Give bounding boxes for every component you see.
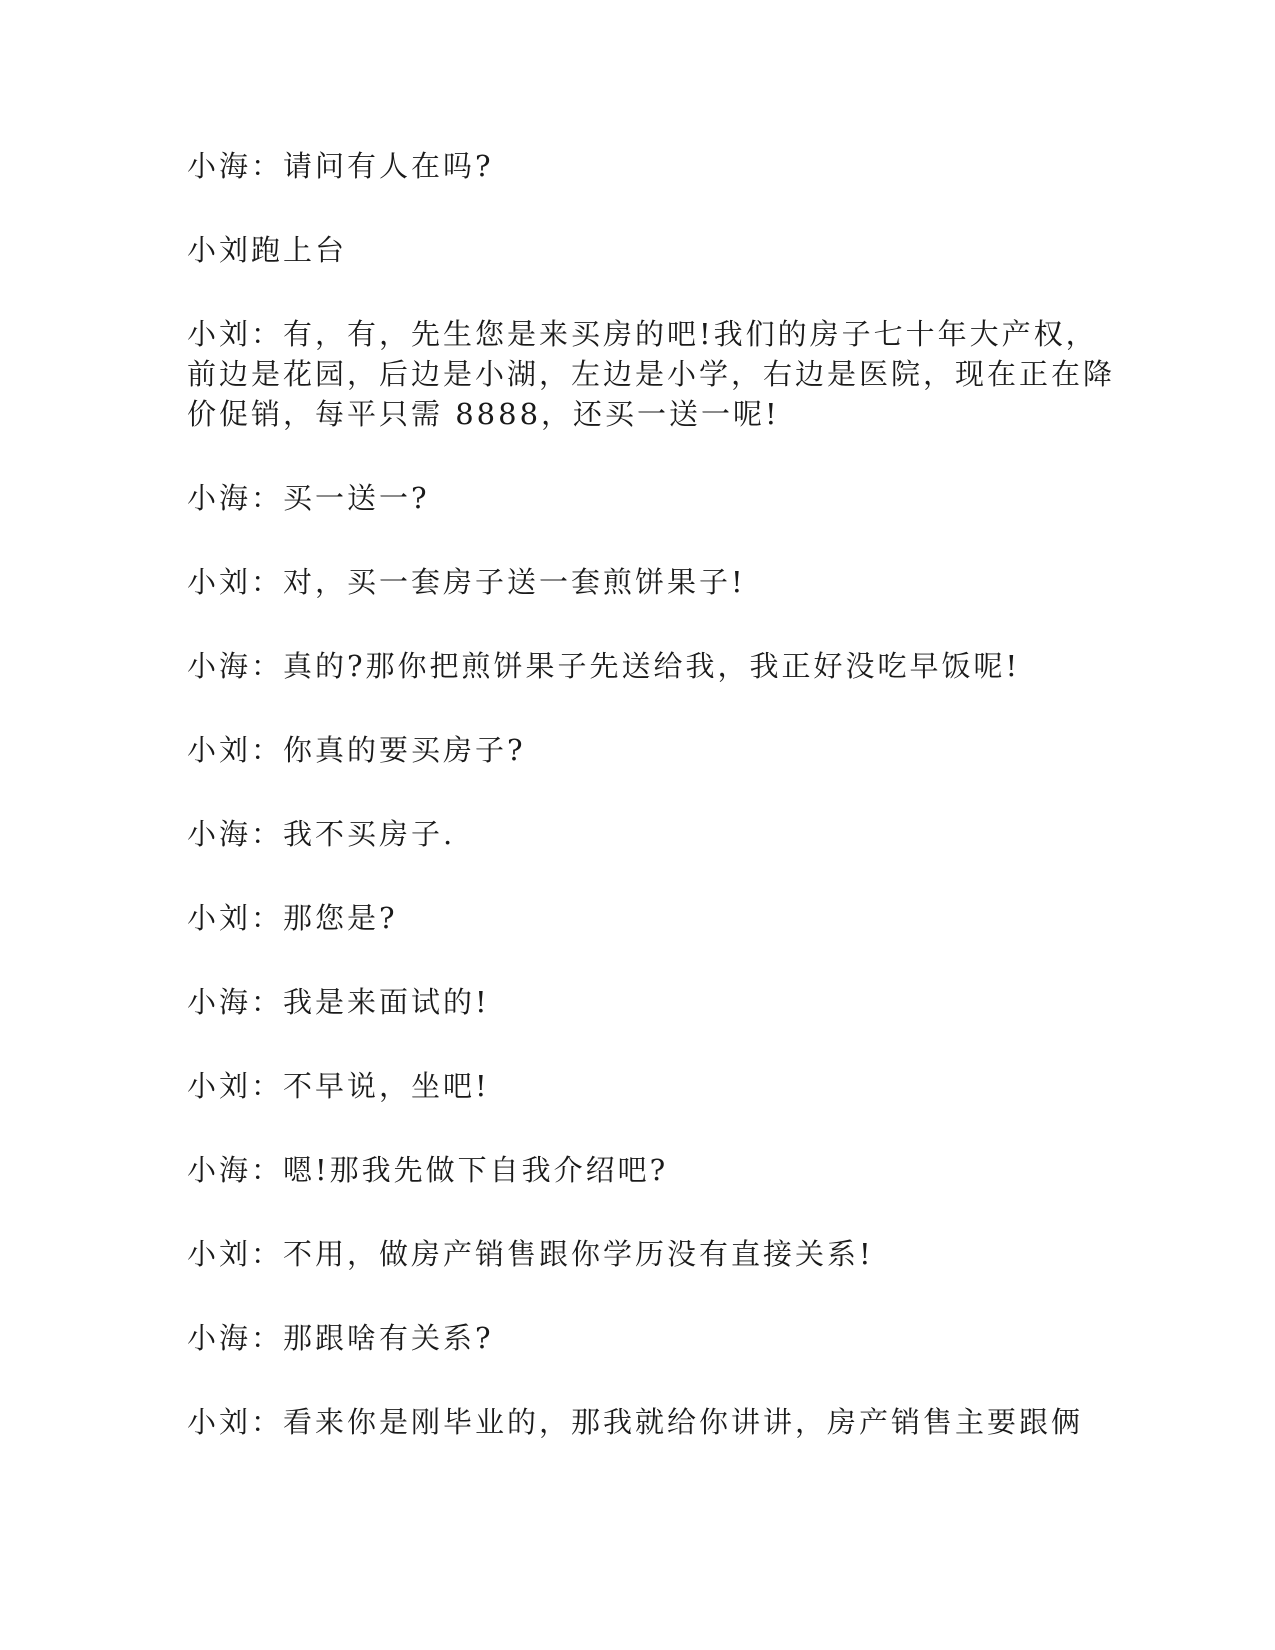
dialogue-line: 小刘：不早说，坐吧!	[187, 1069, 490, 1103]
dialogue-line: 小海：真的?那你把煎饼果子先送给我，我正好没吃早饭呢!	[187, 649, 1021, 683]
stage-direction: 小刘跑上台	[187, 233, 348, 267]
dialogue-line: 小海：我是来面试的!	[187, 985, 490, 1019]
dialogue-line: 小海：那跟啥有关系?	[187, 1321, 494, 1355]
dialogue-line: 小刘：不用，做房产销售跟你学历没有直接关系!	[187, 1237, 874, 1271]
dialogue-line: 小海：请问有人在吗?	[187, 149, 494, 183]
dialogue-line: 小海：嗯!那我先做下自我介绍吧?	[187, 1153, 669, 1187]
dialogue-line: 小刘：有，有，先生您是来买房的吧!我们的房子七十年大产权，前边是花园，后边是小湖，左边是小学，右边是医院，现在正在降价促销，每平只需 8888，还买一送一呢!	[187, 317, 1116, 431]
dialogue-line: 小刘：看来你是刚毕业的，那我就给你讲讲，房产销售主要跟俩	[187, 1405, 1084, 1439]
dialogue-line: 小海：买一送一?	[187, 481, 430, 515]
dialogue-line: 小海：我不买房子.	[187, 817, 456, 851]
dialogue-line: 小刘：你真的要买房子?	[187, 733, 526, 767]
document-body	[187, 146, 1117, 1442]
dialogue-line: 小刘：对，买一套房子送一套煎饼果子!	[187, 565, 746, 599]
dialogue-line: 小刘：那您是?	[187, 901, 398, 935]
